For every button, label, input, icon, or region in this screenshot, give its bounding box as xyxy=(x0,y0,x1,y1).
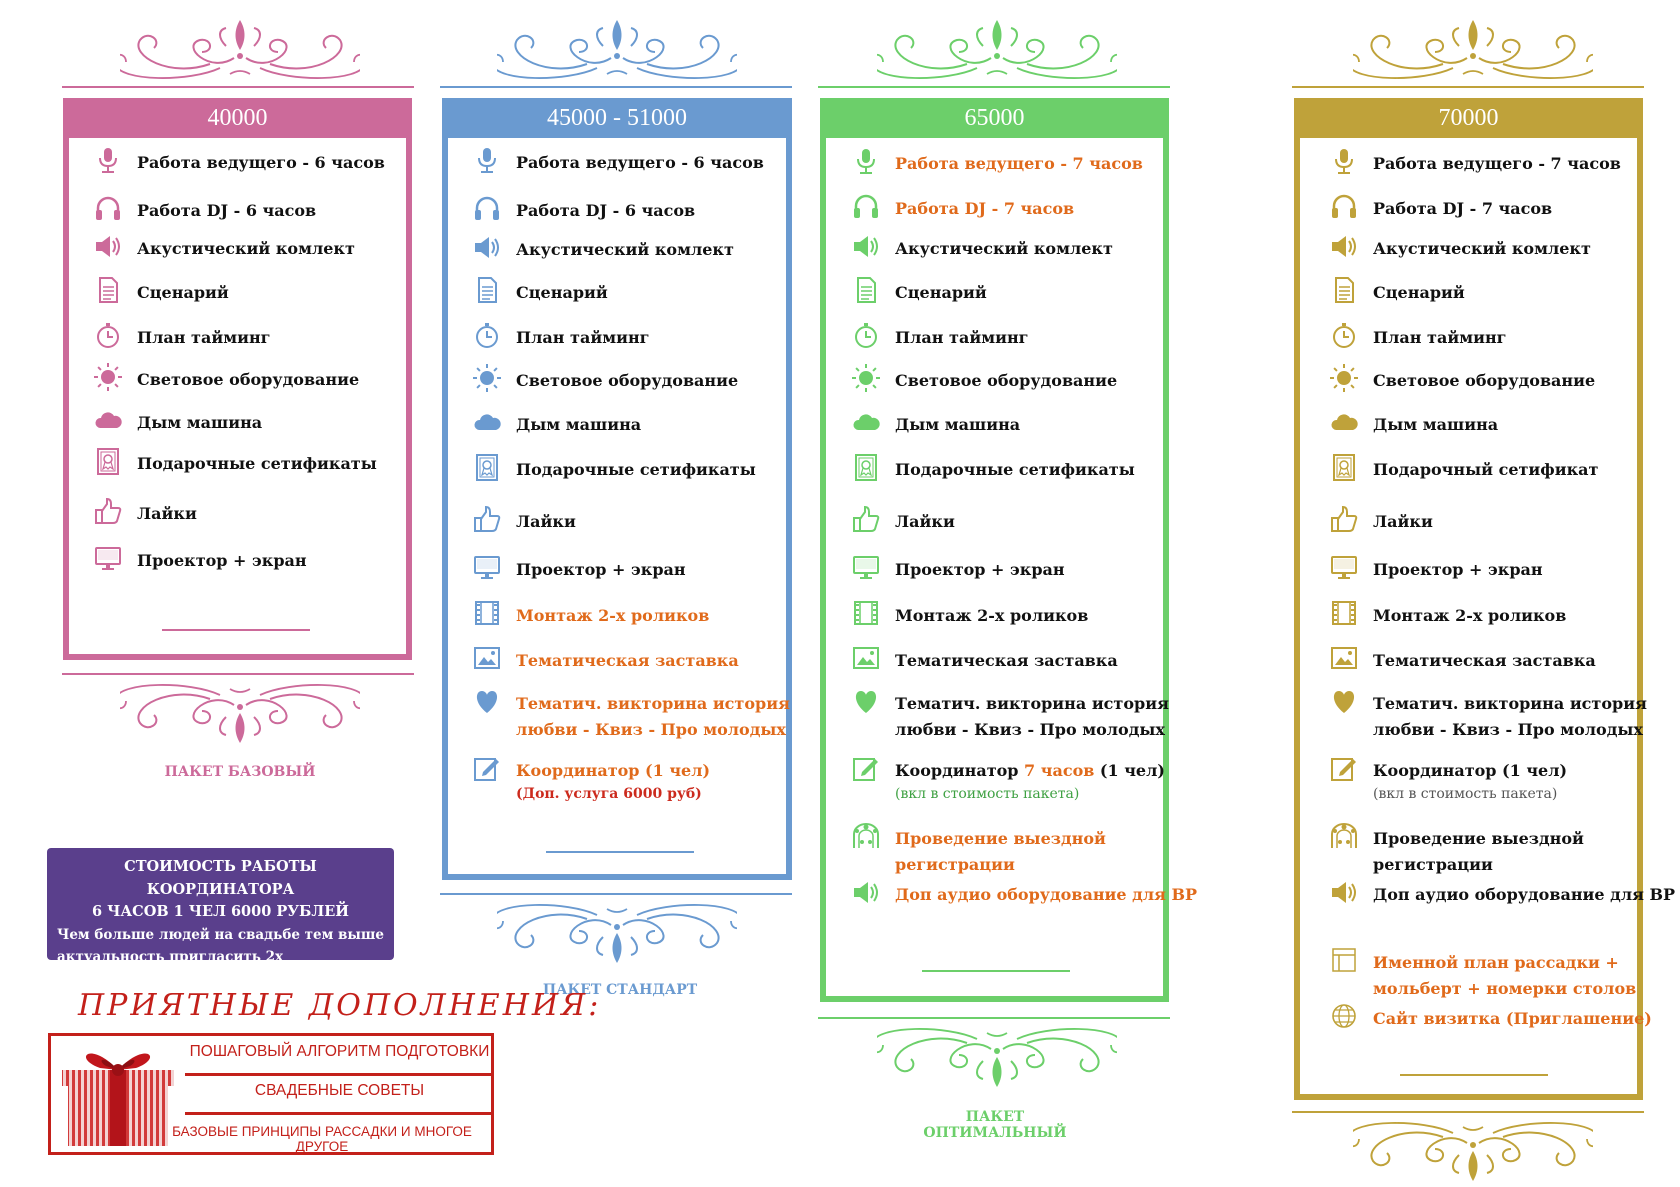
package-name: ПАКЕТ ОПТИМАЛЬНЫЙ xyxy=(923,1109,1067,1141)
item-text: Подарочные сетификаты xyxy=(516,460,756,479)
list-end-rule xyxy=(546,851,694,853)
ornament-top-rule xyxy=(62,86,414,88)
thumbs-up-icon xyxy=(851,504,881,534)
item-text: Световое оборудование xyxy=(516,371,739,390)
ornament-top-rule xyxy=(1292,86,1644,88)
item-text: Монтаж 2-х роликов xyxy=(1373,606,1567,625)
sun-icon xyxy=(1329,363,1359,393)
package-feature xyxy=(472,412,641,438)
speaker-icon xyxy=(472,232,502,262)
speaker-icon xyxy=(851,877,881,907)
certificate-icon xyxy=(93,446,123,476)
package-feature xyxy=(472,198,695,224)
package-feature xyxy=(472,457,756,483)
package-feature xyxy=(93,548,307,574)
headphones-icon xyxy=(1329,191,1359,221)
globe-icon xyxy=(1329,1001,1359,1031)
item-text: Работа DJ - 6 часов xyxy=(516,201,696,220)
document-icon xyxy=(93,275,123,305)
item-text: Дым машина xyxy=(516,415,642,434)
package-feature xyxy=(472,691,790,743)
item-text: Координатор (1 чел) xyxy=(1373,761,1568,780)
item-text: Подарочные сетификаты xyxy=(137,454,377,473)
package-feature xyxy=(93,325,270,351)
package-feature xyxy=(472,368,738,394)
document-icon xyxy=(851,275,881,305)
headphones-icon xyxy=(851,191,881,221)
extras-item-advice: СВАДЕБНЫЕ СОВЕТЫ xyxy=(254,1082,425,1099)
package-feature xyxy=(851,826,1106,878)
cloud-icon xyxy=(93,405,123,435)
item-text: Лайки xyxy=(1373,512,1433,531)
package-name: ПАКЕТ БАЗОВЫЙ xyxy=(164,764,316,780)
package-feature xyxy=(93,236,355,262)
item-subtext: (Доп. услуга 6000 руб) xyxy=(516,786,702,802)
package-feature xyxy=(1329,196,1552,222)
monitor-icon xyxy=(93,543,123,573)
extras-title: ПРИЯТНЫЕ ДОПОЛНЕНИЯ: xyxy=(78,988,602,1023)
monitor-icon xyxy=(851,552,881,582)
package-feature xyxy=(1329,236,1591,262)
package-feature xyxy=(851,509,955,535)
package-feature xyxy=(1329,882,1675,908)
gift-box-icon xyxy=(60,1040,176,1150)
ornament-top-rule xyxy=(440,86,792,88)
package-feature xyxy=(1329,648,1596,674)
edit-icon xyxy=(472,753,502,783)
item-text-c: (1 чел) xyxy=(1094,761,1165,780)
ornament-top xyxy=(877,16,1117,86)
package-feature xyxy=(1329,691,1647,743)
package-feature xyxy=(851,457,1135,483)
headphones-icon xyxy=(93,193,123,223)
item-text: Световое оборудование xyxy=(137,370,360,389)
package-feature xyxy=(1329,412,1498,438)
item-text: Работа ведущего - 7 часов xyxy=(895,154,1143,173)
ornament-bottom xyxy=(120,677,360,747)
thumbs-up-icon xyxy=(1329,504,1359,534)
item-text-line2: любви - Квиз - Про молодых xyxy=(516,720,786,739)
package-feature xyxy=(472,150,764,176)
arch-icon xyxy=(1329,821,1359,851)
item-text: Монтаж 2-х роликов xyxy=(895,606,1089,625)
thumbs-up-icon xyxy=(93,496,123,526)
item-text: Доп аудио оборудование для ВР xyxy=(1373,885,1676,904)
package-feature xyxy=(851,648,1118,674)
edit-icon xyxy=(1329,753,1359,783)
package-feature xyxy=(851,882,1197,908)
item-text: Сценарий xyxy=(137,283,229,302)
extras-item-algorithm: ПОШАГОВЫЙ АЛГОРИТМ ПОДГОТОВКИ xyxy=(189,1043,490,1060)
package-feature xyxy=(1329,325,1506,351)
speaker-icon xyxy=(851,231,881,261)
item-text: Тематическая заставка xyxy=(895,651,1118,670)
item-text: Световое оборудование xyxy=(1373,371,1596,390)
microphone-icon xyxy=(851,146,881,176)
package-feature xyxy=(1329,950,1636,1002)
item-text-line2: регистрации xyxy=(1373,855,1493,874)
package-feature xyxy=(1329,826,1584,878)
package-feature xyxy=(851,151,1143,177)
package-feature xyxy=(472,758,710,804)
package-feature xyxy=(1329,368,1595,394)
item-text: Тематич. викторина история xyxy=(895,694,1169,713)
speaker-icon xyxy=(93,231,123,261)
image-icon xyxy=(1329,643,1359,673)
cloud-icon xyxy=(851,407,881,437)
heart-icon xyxy=(851,686,881,716)
item-text: Дым машина xyxy=(137,413,263,432)
package-feature xyxy=(93,280,229,306)
thumbs-up-icon xyxy=(472,504,502,534)
item-text: План тайминг xyxy=(516,328,650,347)
item-text: Лайки xyxy=(516,512,576,531)
speaker-icon xyxy=(1329,877,1359,907)
headphones-icon xyxy=(472,193,502,223)
package-feature xyxy=(93,150,385,176)
package-feature xyxy=(1329,280,1465,306)
package-feature xyxy=(93,367,359,393)
package-price: 65000 xyxy=(820,98,1169,138)
package-feature xyxy=(851,280,987,306)
item-text: Тематич. викторина история xyxy=(516,694,790,713)
package-feature xyxy=(1329,557,1543,583)
item-text: Работа DJ - 7 часов xyxy=(895,199,1075,218)
table-plan-icon xyxy=(1329,945,1359,975)
coordinator-price-box xyxy=(47,848,394,988)
package-price: 40000 xyxy=(63,98,412,138)
list-end-rule xyxy=(162,629,310,631)
package-feature xyxy=(1329,151,1621,177)
item-text: Работа DJ - 7 часов xyxy=(1373,199,1553,218)
ornament-top xyxy=(1353,16,1593,86)
item-text: Тематич. викторина история xyxy=(1373,694,1647,713)
item-text: Монтаж 2-х роликов xyxy=(516,606,710,625)
item-text: Тематическая заставка xyxy=(1373,651,1596,670)
image-icon xyxy=(472,643,502,673)
item-text: Сценарий xyxy=(895,283,987,302)
item-text: Проектор + экран xyxy=(137,551,307,570)
item-text: Дым машина xyxy=(895,415,1021,434)
item-subtext: (вкл в стоимость пакета) xyxy=(895,786,1080,802)
package-feature xyxy=(93,410,262,436)
ornament-bottom-rule xyxy=(818,1017,1170,1019)
package-feature xyxy=(1329,1006,1652,1032)
item-text-line2: мольберт + номерки столов xyxy=(1373,979,1637,998)
speaker-icon xyxy=(1329,231,1359,261)
heart-icon xyxy=(472,686,502,716)
package-feature xyxy=(472,325,649,351)
coordinator-line-2: 6 ЧАСОВ 1 ЧЕЛ 6000 РУБЛЕЙ xyxy=(92,903,349,920)
package-feature xyxy=(93,198,316,224)
certificate-icon xyxy=(851,452,881,482)
item-text: Акустический комлект xyxy=(516,240,734,259)
stopwatch-icon xyxy=(472,320,502,350)
item-text: План тайминг xyxy=(137,328,271,347)
ornament-bottom-rule xyxy=(440,893,792,895)
package-feature xyxy=(851,691,1169,743)
ornament-bottom xyxy=(497,897,737,967)
cloud-icon xyxy=(472,407,502,437)
item-text: Лайки xyxy=(895,512,955,531)
item-text: Сценарий xyxy=(516,283,608,302)
package-price: 45000 - 51000 xyxy=(442,98,792,138)
microphone-icon xyxy=(93,145,123,175)
list-end-rule xyxy=(1400,1074,1548,1076)
microphone-icon xyxy=(1329,146,1359,176)
package-feature xyxy=(93,451,377,477)
item-text: Сценарий xyxy=(1373,283,1465,302)
stopwatch-icon xyxy=(851,320,881,350)
item-text-a: Координатор xyxy=(895,761,1025,780)
certificate-icon xyxy=(1329,452,1359,482)
item-text: Проектор + экран xyxy=(1373,560,1543,579)
package-feature xyxy=(472,603,709,629)
coordinator-line-3: Чем больше людей на свадьбе тем выше xyxy=(57,926,385,943)
package-feature xyxy=(1329,457,1598,483)
ornament-bottom-rule xyxy=(62,673,414,675)
item-text: Акустический комлект xyxy=(895,239,1113,258)
item-text: Проведение выездной xyxy=(895,829,1106,848)
item-text: Именной план рассадки + xyxy=(1373,953,1619,972)
ornament-top xyxy=(120,16,360,86)
item-text: План тайминг xyxy=(1373,328,1507,347)
sun-icon xyxy=(93,362,123,392)
package-feature xyxy=(472,237,734,263)
film-icon xyxy=(1329,598,1359,628)
package-feature xyxy=(93,501,197,527)
item-text: Акустический комлект xyxy=(1373,239,1591,258)
item-text-line2: любви - Квиз - Про молодых xyxy=(895,720,1165,739)
extras-divider xyxy=(185,1073,494,1076)
item-text: Световое оборудование xyxy=(895,371,1118,390)
cloud-icon xyxy=(1329,407,1359,437)
package-feature xyxy=(472,280,608,306)
package-feature xyxy=(851,603,1088,629)
package-feature xyxy=(472,648,739,674)
package-feature xyxy=(472,557,686,583)
package-feature xyxy=(472,509,576,535)
ornament-top-rule xyxy=(818,86,1170,88)
edit-icon xyxy=(851,753,881,783)
item-text: Работа ведущего - 7 часов xyxy=(1373,154,1621,173)
item-text: Проектор + экран xyxy=(516,560,686,579)
package-feature xyxy=(851,758,1165,804)
ornament-bottom-rule xyxy=(1292,1111,1644,1113)
film-icon xyxy=(851,598,881,628)
package-price: 70000 xyxy=(1294,98,1643,138)
package-feature xyxy=(851,325,1028,351)
item-text: Сайт визитка (Приглашение) xyxy=(1373,1009,1652,1028)
ornament-top xyxy=(497,16,737,86)
item-text: Тематическая заставка xyxy=(516,651,739,670)
item-text-line2: регистрации xyxy=(895,855,1015,874)
sun-icon xyxy=(472,363,502,393)
list-end-rule xyxy=(922,970,1070,972)
arch-icon xyxy=(851,821,881,851)
package-feature xyxy=(851,557,1065,583)
item-text: Подарочный сетификат xyxy=(1373,460,1599,479)
extras-item-seating: БАЗОВЫЕ ПРИНЦИПЫ РАССАДКИ И МНОГОЕ ДРУГОЕ xyxy=(172,1124,472,1154)
document-icon xyxy=(1329,275,1359,305)
monitor-icon xyxy=(472,552,502,582)
package-feature xyxy=(1329,603,1566,629)
item-text: Дым машина xyxy=(1373,415,1499,434)
ornament-bottom xyxy=(877,1021,1117,1091)
item-subtext: (вкл в стоимость пакета) xyxy=(1373,786,1558,802)
coordinator-line-4: актуальность пригласить 2х координаторов xyxy=(57,949,284,988)
package-feature xyxy=(851,236,1113,262)
stopwatch-icon xyxy=(93,320,123,350)
microphone-icon xyxy=(472,145,502,175)
item-text-b: 7 часов xyxy=(1024,761,1095,780)
package-feature xyxy=(851,412,1020,438)
monitor-icon xyxy=(1329,552,1359,582)
item-text: Координатор (1 чел) xyxy=(516,761,711,780)
item-text: Работа ведущего - 6 часов xyxy=(516,153,764,172)
coordinator-line-1: СТОИМОСТЬ РАБОТЫ КООРДИНАТОРА xyxy=(124,858,317,898)
package-feature xyxy=(851,368,1117,394)
package-name: ПАКЕТ СТАНДАРТ xyxy=(542,982,698,998)
package-feature xyxy=(1329,758,1567,804)
item-text: Акустический комлект xyxy=(137,239,355,258)
item-text: Работа DJ - 6 часов xyxy=(137,201,317,220)
item-text: Проведение выездной xyxy=(1373,829,1584,848)
document-icon xyxy=(472,275,502,305)
item-text: Доп аудио оборудование для ВР xyxy=(895,885,1198,904)
ornament-bottom xyxy=(1353,1115,1593,1185)
item-text: Проектор + экран xyxy=(895,560,1065,579)
item-text: Подарочные сетификаты xyxy=(895,460,1135,479)
image-icon xyxy=(851,643,881,673)
item-text-line2: любви - Квиз - Про молодых xyxy=(1373,720,1643,739)
sun-icon xyxy=(851,363,881,393)
item-text: План тайминг xyxy=(895,328,1029,347)
film-icon xyxy=(472,598,502,628)
package-feature xyxy=(851,196,1074,222)
item-text: Работа ведущего - 6 часов xyxy=(137,153,385,172)
stopwatch-icon xyxy=(1329,320,1359,350)
package-feature xyxy=(1329,509,1433,535)
certificate-icon xyxy=(472,452,502,482)
item-text: Лайки xyxy=(137,504,197,523)
heart-icon xyxy=(1329,686,1359,716)
extras-divider xyxy=(185,1112,494,1115)
